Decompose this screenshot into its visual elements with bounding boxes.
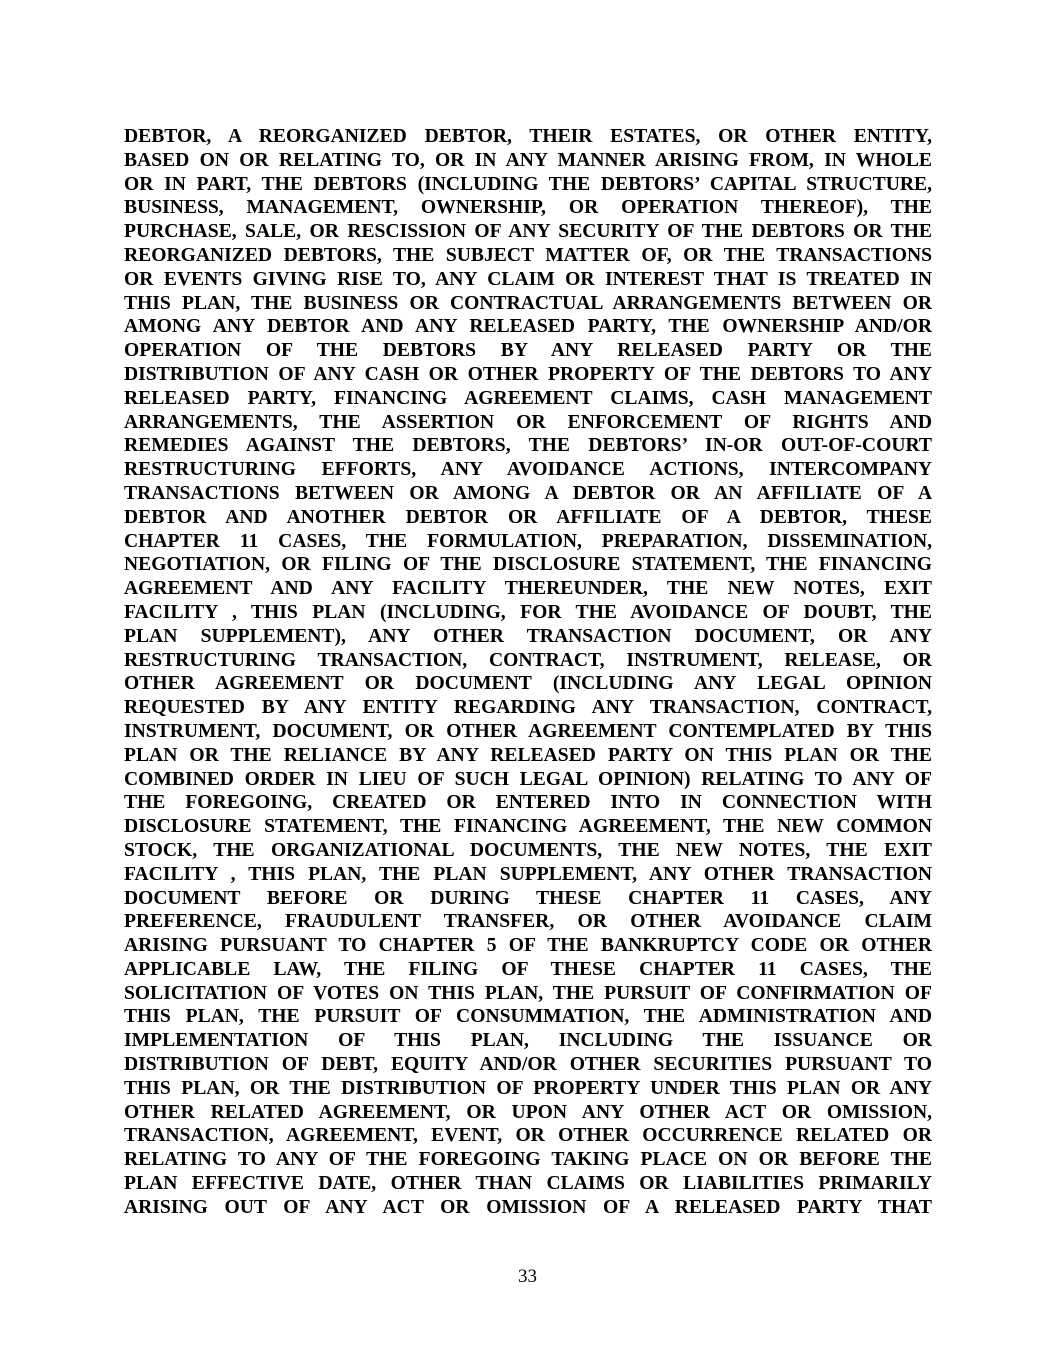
- text-line: SOLICITATION OF VOTES ON THIS PLAN, THE PURSUIT OF CONFIRMATION OF: [124, 982, 932, 1004]
- text-line: BASED ON OR RELATING TO, OR IN ANY MANNER ARISING FROM, IN WHOLE: [124, 149, 932, 171]
- text-line: NEGOTIATION, OR FILING OF THE DISCLOSURE STATEMENT, THE FINANCING: [124, 554, 932, 576]
- text-line: REQUESTED BY ANY ENTITY REGARDING ANY TRANSACTION, CONTRACT,: [124, 697, 932, 719]
- text-line: DISCLOSURE STATEMENT, THE FINANCING AGREEMENT, THE NEW COMMON: [124, 816, 932, 838]
- text-line: CHAPTER 11 CASES, THE FORMULATION, PREPARATION, DISSEMINATION,: [124, 530, 932, 552]
- text-line: FACILITY , THIS PLAN, THE PLAN SUPPLEMENT, ANY OTHER TRANSACTION: [124, 863, 932, 885]
- text-line: RELATING TO ANY OF THE FOREGOING TAKING PLACE ON OR BEFORE THE: [124, 1149, 932, 1171]
- text-line: RESTRUCTURING EFFORTS, ANY AVOIDANCE ACTIONS, INTERCOMPANY: [124, 459, 932, 481]
- text-line: OR EVENTS GIVING RISE TO, ANY CLAIM OR INTEREST THAT IS TREATED IN: [124, 268, 932, 290]
- text-line: OR IN PART, THE DEBTORS (INCLUDING THE DEBTORS’ CAPITAL STRUCTURE,: [124, 173, 932, 195]
- text-line: AMONG ANY DEBTOR AND ANY RELEASED PARTY, THE OWNERSHIP AND/OR: [124, 316, 932, 338]
- text-line: TRANSACTION, AGREEMENT, EVENT, OR OTHER OCCURRENCE RELATED OR: [124, 1125, 932, 1147]
- text-line: INSTRUMENT, DOCUMENT, OR OTHER AGREEMENT CONTEMPLATED BY THIS: [124, 720, 932, 742]
- body-paragraph: [124, 125, 932, 1220]
- text-line: PREFERENCE, FRAUDULENT TRANSFER, OR OTHER AVOIDANCE CLAIM: [124, 911, 932, 933]
- text-line: STOCK, THE ORGANIZATIONAL DOCUMENTS, THE NEW NOTES, THE EXIT: [124, 839, 932, 861]
- text-line: IMPLEMENTATION OF THIS PLAN, INCLUDING THE ISSUANCE OR: [124, 1030, 932, 1052]
- text-line: BUSINESS, MANAGEMENT, OWNERSHIP, OR OPERATION THEREOF), THE: [124, 197, 932, 219]
- text-line: AGREEMENT AND ANY FACILITY THEREUNDER, THE NEW NOTES, EXIT: [124, 578, 932, 600]
- text-line: OPERATION OF THE DEBTORS BY ANY RELEASED PARTY OR THE: [124, 340, 932, 362]
- text-line: REMEDIES AGAINST THE DEBTORS, THE DEBTORS’ IN-OR OUT-OF-COURT: [124, 435, 932, 457]
- text-line: THIS PLAN, THE BUSINESS OR CONTRACTUAL ARRANGEMENTS BETWEEN OR: [124, 292, 932, 314]
- text-line: COMBINED ORDER IN LIEU OF SUCH LEGAL OPINION) RELATING TO ANY OF: [124, 768, 932, 790]
- text-line: RESTRUCTURING TRANSACTION, CONTRACT, INSTRUMENT, RELEASE, OR: [124, 649, 932, 671]
- page-number: 33: [518, 1266, 537, 1287]
- text-line: THE FOREGOING, CREATED OR ENTERED INTO IN CONNECTION WITH: [124, 792, 932, 814]
- text-line: ARISING OUT OF ANY ACT OR OMISSION OF A RELEASED PARTY THAT: [124, 1196, 932, 1218]
- text-line: DISTRIBUTION OF ANY CASH OR OTHER PROPERTY OF THE DEBTORS TO ANY: [124, 363, 932, 385]
- text-line: DISTRIBUTION OF DEBT, EQUITY AND/OR OTHER SECURITIES PURSUANT TO: [124, 1054, 932, 1076]
- text-line: THIS PLAN, OR THE DISTRIBUTION OF PROPERTY UNDER THIS PLAN OR ANY: [124, 1077, 932, 1099]
- text-line: DEBTOR AND ANOTHER DEBTOR OR AFFILIATE OF A DEBTOR, THESE: [124, 506, 932, 528]
- text-line: PLAN SUPPLEMENT), ANY OTHER TRANSACTION DOCUMENT, OR ANY: [124, 625, 932, 647]
- text-line: THIS PLAN, THE PURSUIT OF CONSUMMATION, THE ADMINISTRATION AND: [124, 1006, 932, 1028]
- text-line: OTHER AGREEMENT OR DOCUMENT (INCLUDING ANY LEGAL OPINION: [124, 673, 932, 695]
- text-line: DOCUMENT BEFORE OR DURING THESE CHAPTER 11 CASES, ANY: [124, 887, 932, 909]
- text-line: PLAN OR THE RELIANCE BY ANY RELEASED PARTY ON THIS PLAN OR THE: [124, 744, 932, 766]
- text-line: ARRANGEMENTS, THE ASSERTION OR ENFORCEMENT OF RIGHTS AND: [124, 411, 932, 433]
- text-line: TRANSACTIONS BETWEEN OR AMONG A DEBTOR OR AN AFFILIATE OF A: [124, 482, 932, 504]
- text-line: APPLICABLE LAW, THE FILING OF THESE CHAPTER 11 CASES, THE: [124, 958, 932, 980]
- text-line: OTHER RELATED AGREEMENT, OR UPON ANY OTHER ACT OR OMISSION,: [124, 1101, 932, 1123]
- text-line: RELEASED PARTY, FINANCING AGREEMENT CLAIMS, CASH MANAGEMENT: [124, 387, 932, 409]
- text-line: FACILITY , THIS PLAN (INCLUDING, FOR THE AVOIDANCE OF DOUBT, THE: [124, 601, 932, 623]
- text-line: PLAN EFFECTIVE DATE, OTHER THAN CLAIMS OR LIABILITIES PRIMARILY: [124, 1173, 932, 1195]
- text-line: ARISING PURSUANT TO CHAPTER 5 OF THE BANKRUPTCY CODE OR OTHER: [124, 935, 932, 957]
- text-line: PURCHASE, SALE, OR RESCISSION OF ANY SECURITY OF THE DEBTORS OR THE: [124, 221, 932, 243]
- text-line: DEBTOR, A REORGANIZED DEBTOR, THEIR ESTATES, OR OTHER ENTITY,: [124, 126, 932, 147]
- text-line: REORGANIZED DEBTORS, THE SUBJECT MATTER OF, OR THE TRANSACTIONS: [124, 244, 932, 266]
